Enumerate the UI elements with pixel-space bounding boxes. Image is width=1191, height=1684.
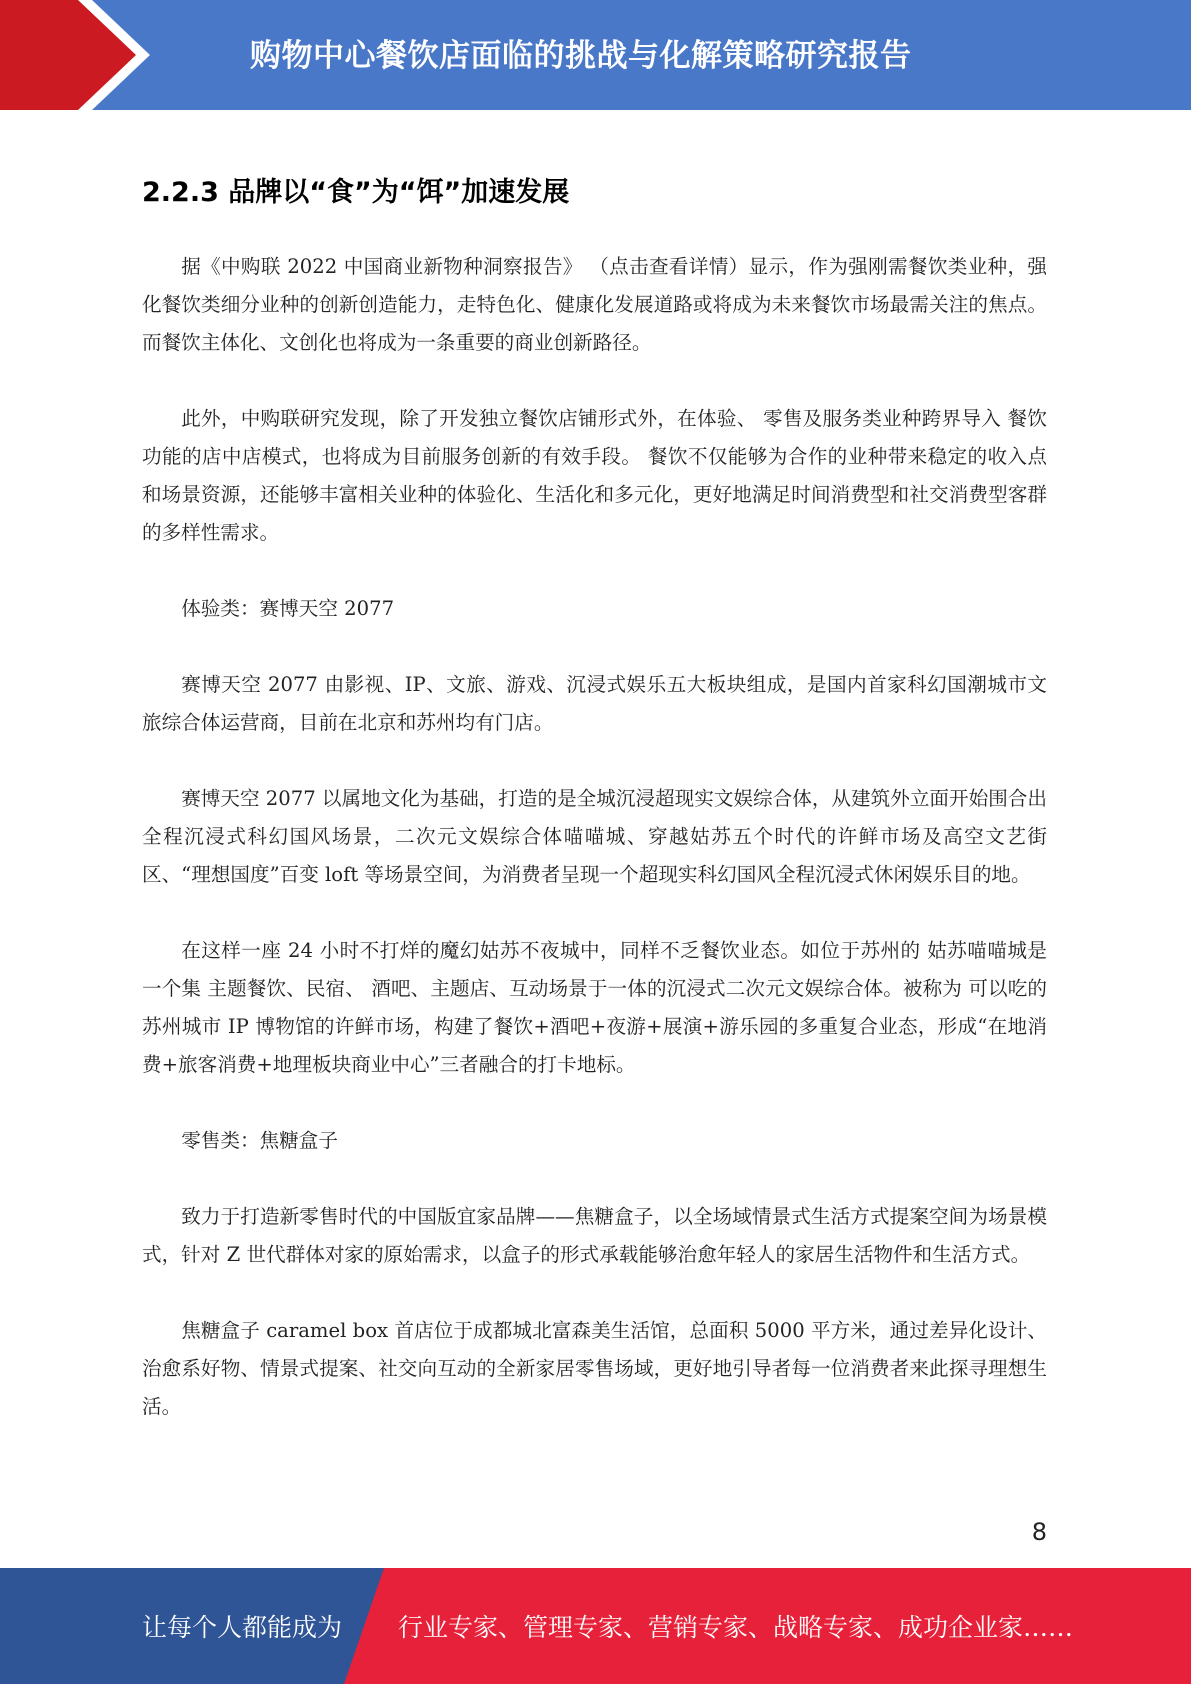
paragraph: 据《中购联 2022 中国商业新物种洞察报告》 （点击查看详情）显示，作为强刚需餐饮类业种，强化餐饮类细分业种的创新创造能力，走特色化、健康化发展道路或将成为未来餐饮市场最需关注的焦点。而餐饮主体化、文创化也将成为一条重要的商业创新路径。 — [142, 255, 1047, 354]
footer-banner — [0, 1568, 1191, 1684]
footer-slogan-right: 行业专家、管理专家、营销专家、战略专家、成功企业家…… — [398, 1613, 1074, 1642]
paragraph: 致力于打造新零售时代的中国版宜家品牌——焦糖盒子，以全场域情景式生活方式提案空间为场景模式，针对 Z 世代群体对家的原始需求，以盒子的形式承载能够治愈年轻人的家居生活物件和生活方式。 — [142, 1205, 1047, 1266]
body-content — [142, 248, 1047, 1464]
paragraph: 此外，中购联研究发现，除了开发独立餐饮店铺形式外，在体验、 零售及服务类业种跨界导入 餐饮功能的店中店模式，也将成为目前服务创新的有效手段。 餐饮不仅能够为合作的业种带来稳定的收入点和场景资源，还能够丰富相关业种的体验化、生活化和多元化，更好地满足时间消费型和社交消费型客群的多样性需求。 — [142, 407, 1047, 544]
paragraph: 赛博天空 2077 以属地文化为基础，打造的是全城沉浸超现实文娱综合体，从建筑外立面开始围合出全程沉浸式科幻国风场景，二次元文娱综合体喵喵城、穿越姑苏五个时代的许鲜市场及高空文艺街区、“理想国度”百变 loft 等场景空间，为消费者呈现一个超现实科幻国风全程沉浸式休闲娱乐目的地。 — [142, 787, 1047, 886]
subheading-retail: 零售类：焦糖盒子 — [181, 1129, 338, 1152]
paragraph: 赛博天空 2077 由影视、IP、文旅、游戏、沉浸式娱乐五大板块组成，是国内首家科幻国潮城市文旅综合体运营商，目前在北京和苏州均有门店。 — [142, 673, 1047, 734]
paragraph: 焦糖盒子 caramel box 首店位于成都城北富森美生活馆，总面积 5000 平方米，通过差异化设计、治愈系好物、情景式提案、社交向互动的全新家居零售场域，更好地引导者每一位消费者来此探寻理想生活。 — [142, 1319, 1047, 1418]
section-heading: 2.2.3 品牌以“食”为“饵”加速发展 — [142, 177, 570, 208]
header-banner — [0, 0, 1191, 110]
subheading-experience: 体验类：赛博天空 2077 — [181, 597, 395, 620]
page-number: 8 — [1031, 1518, 1047, 1546]
footer-slogan-left: 让每个人都能成为 — [142, 1613, 343, 1642]
paragraph: 在这样一座 24 小时不打烊的魔幻姑苏不夜城中，同样不乏餐饮业态。如位于苏州的 姑苏喵喵城是一个集 主题餐饮、民宿、 酒吧、主题店、互动场景于一体的沉浸式二次元文娱综合体。被称为 可以吃的苏州城市 IP 博物馆的许鲜市场，构建了餐饮+酒吧+夜游+展演+游乐园的多重复合业态，形成“在地消费+旅客消费+地理板块商业中心”三者融合的打卡地标。 — [142, 939, 1047, 1076]
report-title: 购物中心餐饮店面临的挑战与化解策略研究报告 — [250, 38, 912, 74]
